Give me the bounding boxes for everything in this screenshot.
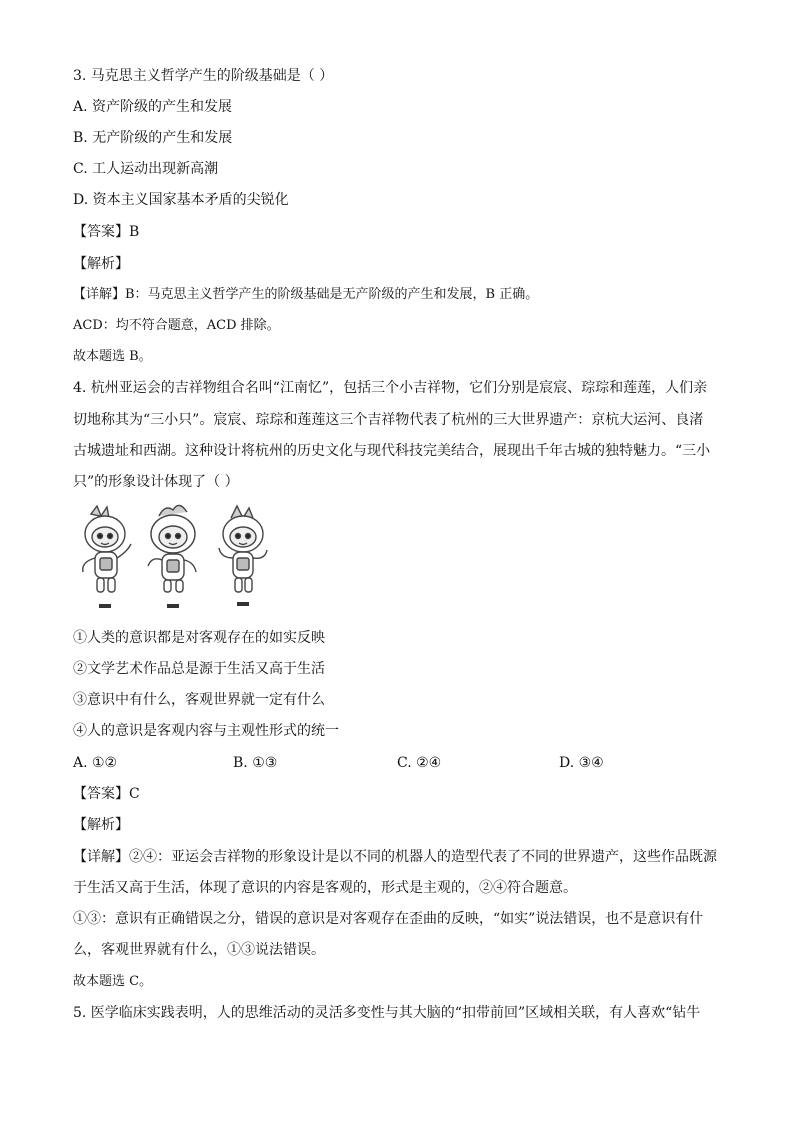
q3-option-b: B. 无产阶级的产生和发展: [73, 130, 233, 146]
q4-statement-2: ②文学艺术作品总是源于生活又高于生活: [73, 661, 325, 677]
q3-option-c: C. 工人运动出现新高潮: [73, 161, 219, 177]
q4-option-a: A. ①②: [73, 755, 118, 771]
q3-acd: ACD：均不符合题意，ACD 排除。: [73, 318, 280, 333]
q4-statement-1: ①人类的意识都是对客观存在的如实反映: [73, 630, 325, 646]
q4-detail-line-4: 么，客观世界就有什么，①③说法错误。: [73, 942, 325, 958]
q3-answer: 【答案】B: [73, 224, 140, 240]
q4-stem-line-3: 古城遗址和西湖。这种设计将杭州的历史文化与现代科技完美结合，展现出千年古城的独特魅力。“三小: [73, 443, 711, 459]
q5-stem: 5. 医学临床实践表明，人的思维活动的灵活多变性与其大脑的“扣带前回”区域相关联，有人喜欢“钻牛: [73, 1005, 701, 1021]
q4-answer: 【答案】C: [73, 786, 140, 802]
q4-analysis-heading: 【解析】: [73, 817, 129, 833]
mascot-chenchen: [148, 505, 196, 608]
mascot-lianlian: [219, 506, 267, 606]
mascot-congcong: [83, 506, 131, 608]
q3-analysis-heading: 【解析】: [73, 256, 129, 272]
q4-statement-4: ④人的意识是客观内容与主观性形式的统一: [73, 723, 339, 739]
q4-option-c: C. ②④: [397, 755, 442, 771]
q3-detail: 【详解】B：马克思主义哲学产生的阶级基础是无产阶级的产生和发展，B 正确。: [73, 287, 539, 302]
q3-stem: 3. 马克思主义哲学产生的阶级基础是（ ）: [73, 68, 334, 84]
q3-conclusion: 故本题选 B。: [73, 349, 152, 364]
q4-conclusion: 故本题选 C。: [73, 974, 153, 989]
q4-option-b: B. ①③: [233, 755, 278, 771]
q4-stem-line-4: 只”的形象设计体现了（ ）: [73, 474, 239, 490]
q4-detail-line-1: 【详解】②④：亚运会吉祥物的形象设计是以不同的机器人的造型代表了不同的世界遗产，这些作品既源: [73, 849, 717, 865]
q3-option-a: A. 资产阶级的产生和发展: [73, 99, 233, 115]
q4-stem-line-1: 4. 杭州亚运会的吉祥物组合名叫“江南忆”，包括三个小吉祥物，它们分别是宸宸、琮琮和莲莲，人们亲: [73, 380, 708, 396]
q4-statement-3: ③意识中有什么，客观世界就一定有什么: [73, 692, 325, 708]
mascot-illustration: [73, 504, 281, 616]
q4-detail-line-3: ①③：意识有正确错误之分，错误的意识是对客观存在歪曲的反映，“如实”说法错误，也不是意识有什: [73, 911, 704, 927]
q3-option-d: D. 资本主义国家基本矛盾的尖锐化: [73, 192, 289, 208]
q4-stem-line-2: 切地称其为“三小只”。宸宸、琮琮和莲莲这三个吉祥物代表了杭州的三大世界遗产：京杭大运河、良渚: [73, 412, 704, 428]
q4-detail-line-2: 于生活又高于生活，体现了意识的内容是客观的，形式是主观的，②④符合题意。: [73, 880, 577, 896]
q4-option-d: D. ③④: [559, 755, 604, 771]
